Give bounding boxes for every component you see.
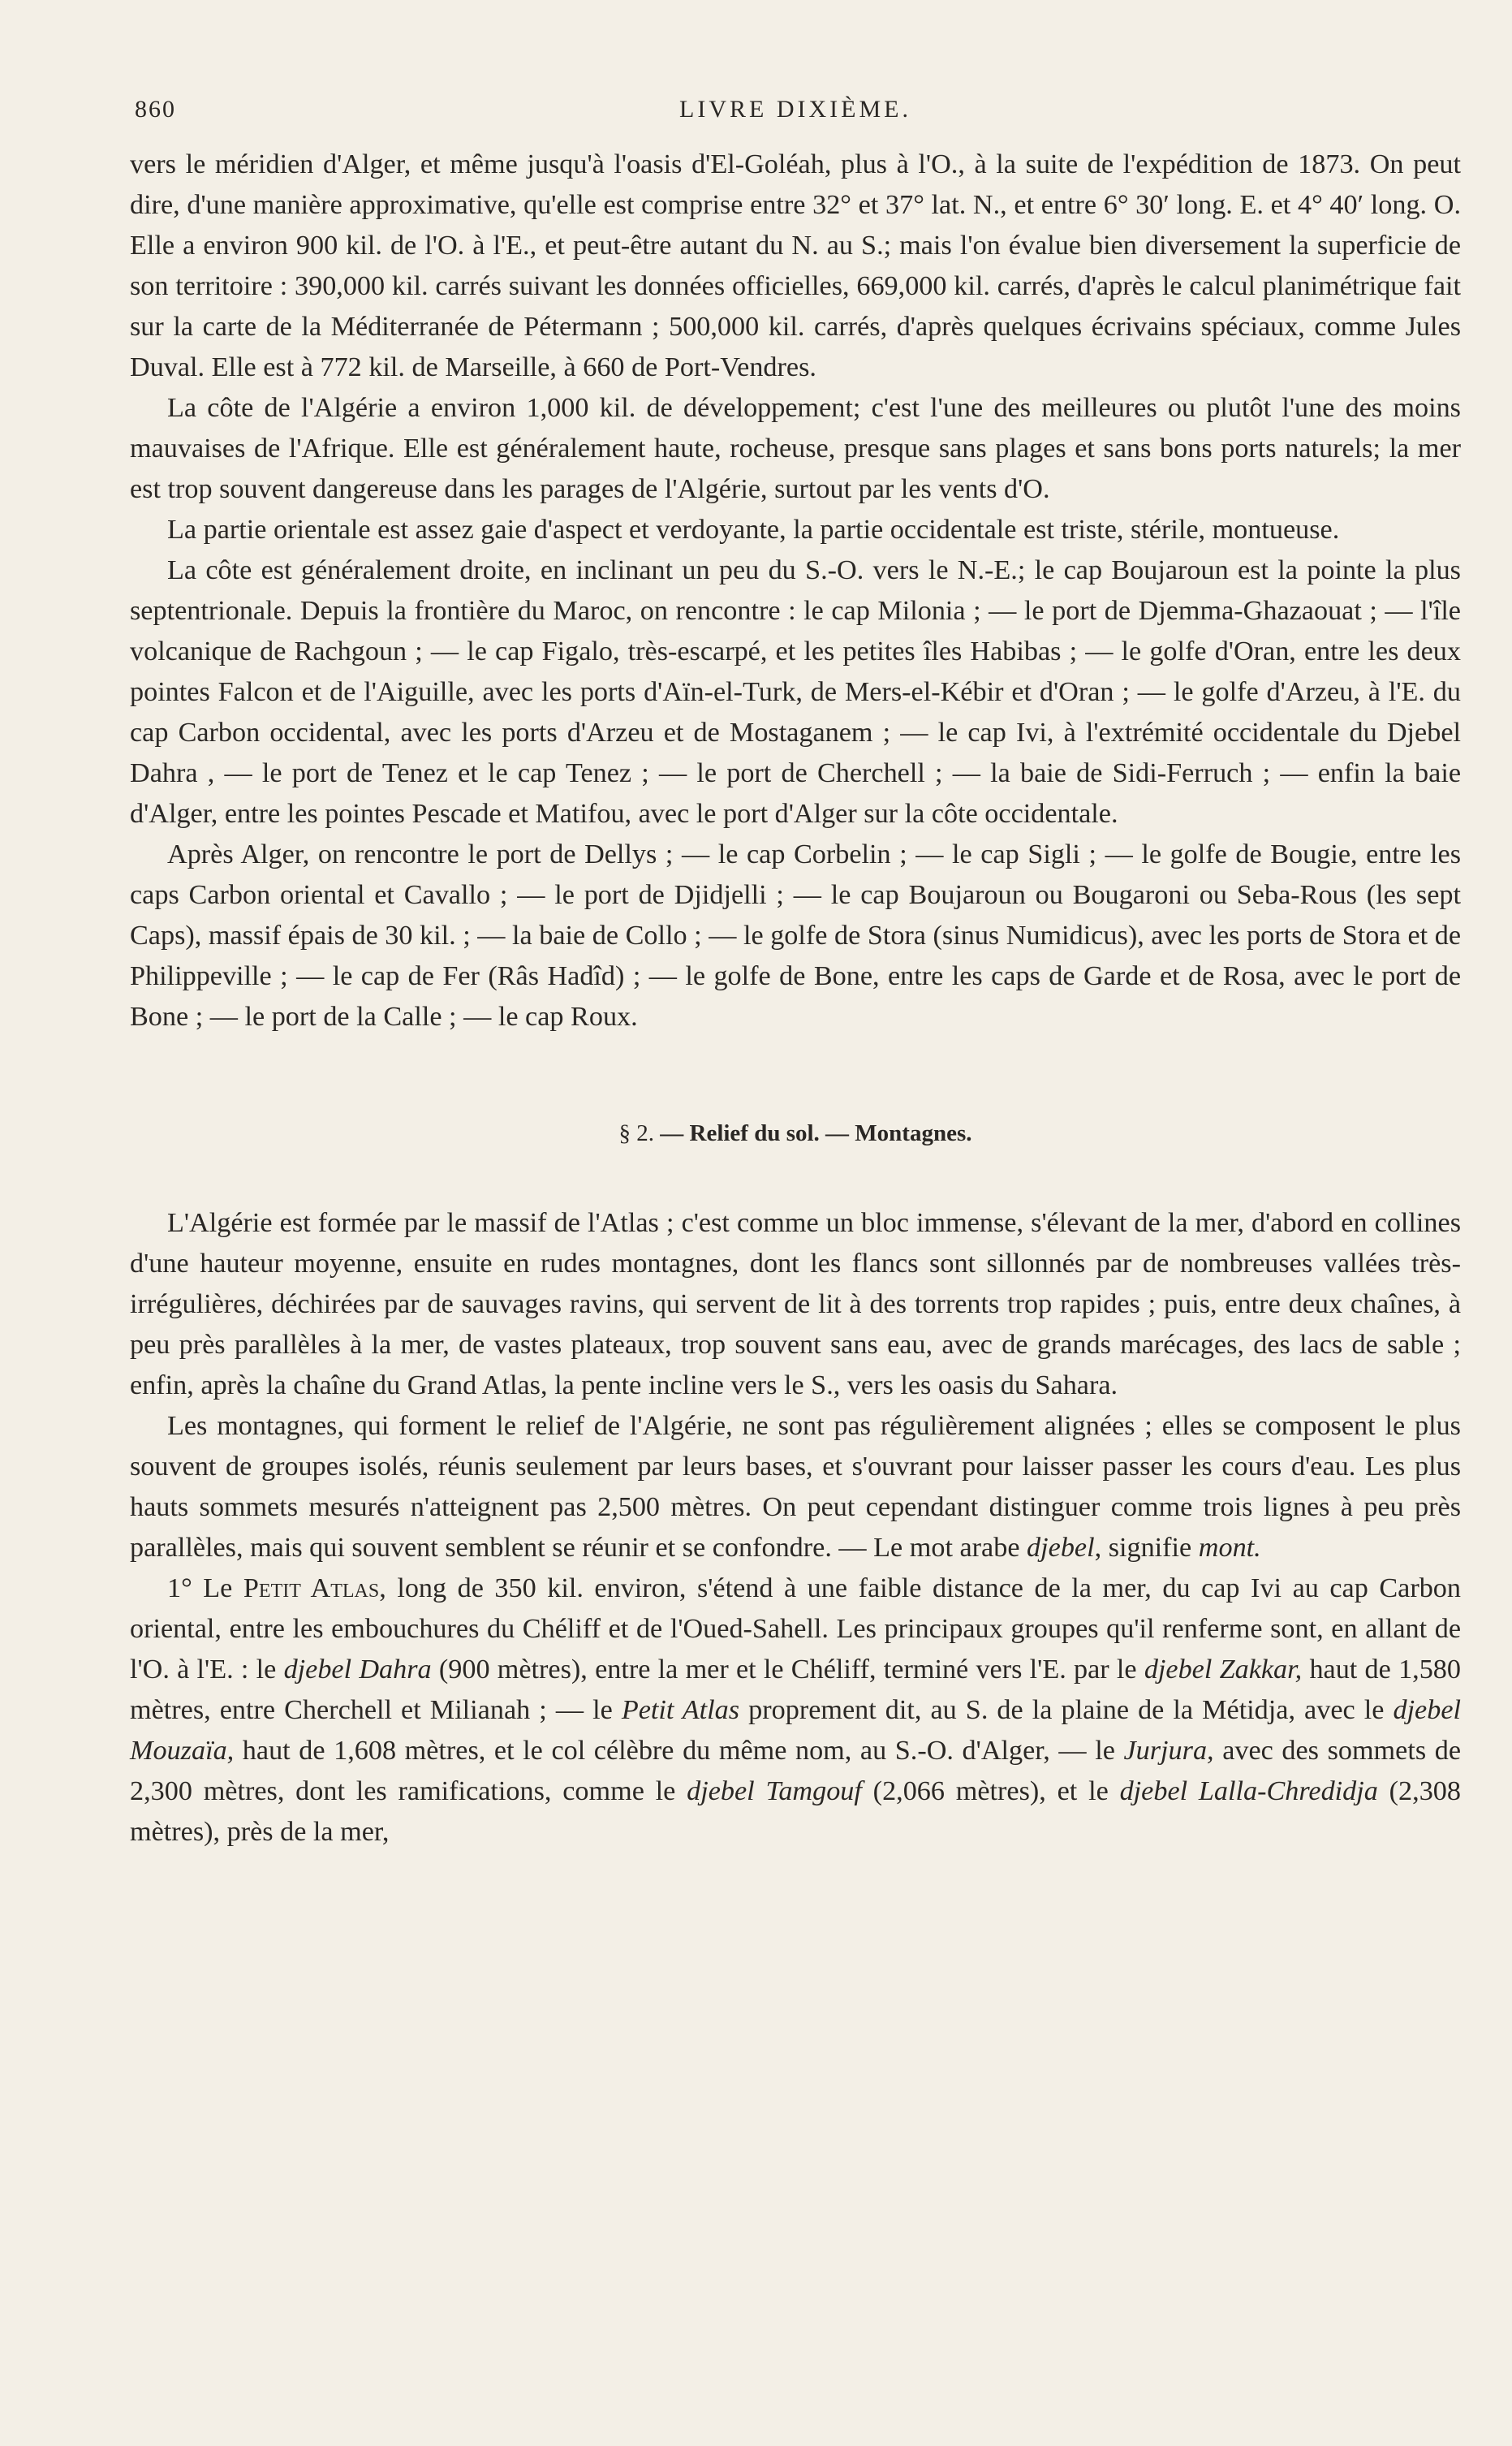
- p8-tamgouf: djebel Tamgouf: [687, 1776, 862, 1806]
- p7-term: djebel: [1027, 1533, 1095, 1563]
- p8-h: (2,308 mètres), près de la mer,: [130, 1776, 1461, 1847]
- p8-dahra: djebel Dahra: [283, 1654, 432, 1685]
- book-page: [130, 96, 1461, 1853]
- p7-mid: , signifie: [1094, 1533, 1199, 1563]
- p8-petit-atlas-italic: Petit Atlas: [621, 1695, 740, 1725]
- p8-jurjura: Jurjura,: [1123, 1736, 1214, 1766]
- section-title-text: — Relief du sol. — Montagnes.: [660, 1120, 972, 1146]
- p8-zakkar: djebel Zakkar,: [1144, 1654, 1303, 1685]
- p8-d: proprement dit, au S. de la plaine de la Métidja, avec le: [739, 1695, 1394, 1725]
- paragraph-5: Après Alger, on rencontre le port de Dellys ; — le cap Corbelin ; — le cap Sigli ; — le golfe de Bougie, entre les caps Carbon oriental et Cavallo ; — le port de Djidjelli ; — le cap Boujaroun ou Bougaroni ou Seba-Rous (les sept Caps), massif épais de 30 kil. ; — la baie de Collo ; — le golfe de Stora (sinus Numidicus), avec les ports de Stora et de Philippeville ; — le cap de Fer (Râs Hadîd) ; — le golfe de Bone, entre les caps de Garde et de Rosa, avec le port de Bone ; — le port de la Calle ; — le cap Roux.: [130, 839, 1461, 1032]
- p8-b: (900 mètres), entre la mer et le Chéliff, terminé vers l'E. par le: [431, 1654, 1144, 1685]
- p8-lalla: djebel Lalla-Chredidja: [1119, 1776, 1378, 1806]
- p7-text: Les montagnes, qui forment le relief de l'Algérie, ne sont pas régulièrement alignées ; elles se composent le plus souvent de groupes isolés, réunis seulement par leurs bases, et s'ouvrant pour laisser passer les cours d'eau. Les plus hauts sommets mesurés n'atteignent pas 2,500 mètres. On peut cependant distinguer comme trois lignes à peu près parallèles, mais qui souvent semblent se réunir et se confondre. — Le mot arabe: [130, 1411, 1461, 1563]
- paragraph-4: La côte est généralement droite, en inclinant un peu du S.-O. vers le N.-E.; le cap Boujaroun est la pointe la plus septentrionale. Depuis la frontière du Maroc, on rencontre : le cap Milonia ; — le port de Djemma-Ghazaouat ; — l'île volcanique de Rachgoun ; — le cap Figalo, très-escarpé, et les petites îles Habibas ; — le golfe d'Oran, entre les deux pointes Falcon et de l'Aiguille, avec les ports d'Aïn-el-Turk, de Mers-el-Kébir et d'Oran ; — le golfe d'Arzeu, à l'E. du cap Carbon occidental, avec les ports d'Arzeu et de Mostaganem ; — le cap Ivi, à l'extrémité occidentale du Djebel Dahra , — le port de Tenez et le cap Tenez ; — le port de Cherchell ; — la baie de Sidi-Ferruch ; — enfin la baie d'Alger, entre les pointes Pescade et Matifou, avec le port d'Alger sur la côte occidentale.: [130, 555, 1461, 829]
- paragraph-2: La côte de l'Algérie a environ 1,000 kil. de développement; c'est l'une des meilleures ou plutôt l'une des moins mauvaises de l'Afrique. Elle est généralement haute, rocheuse, presque sans plages et sans bons ports naturels; la mer est trop souvent dangereuse dans les parages de l'Algérie, surtout par les vents d'O.: [130, 393, 1461, 504]
- section-heading: [130, 1117, 1461, 1150]
- page-header: [130, 96, 1461, 145]
- paragraph-8: [130, 1568, 1461, 1853]
- p8-g: (2,066 mètres), et le: [861, 1776, 1120, 1806]
- p8-petit-atlas: Petit Atlas: [243, 1573, 380, 1603]
- p7-meaning: mont.: [1198, 1533, 1261, 1563]
- section-number: § 2.: [618, 1120, 654, 1146]
- paragraph-6: L'Algérie est formée par le massif de l'Atlas ; c'est comme un bloc immense, s'élevant de la mer, d'abord en collines d'une hauteur moyenne, ensuite en rudes montagnes, dont les flancs sont sillonnés par de nombreuses vallées très-irrégulières, déchirées par de sauvages ravins, qui servent de lit à des torrents trop rapides ; puis, entre deux chaînes, à peu près parallèles à la mer, de vastes plateaux, trop souvent sans eau, avec de grands marécages, des lacs de sable ; enfin, après la chaîne du Grand Atlas, la pente incline vers le S., vers les oasis du Sahara.: [130, 1208, 1461, 1400]
- running-title: LIVRE DIXIÈME.: [679, 96, 911, 123]
- paragraph-3: La partie orientale est assez gaie d'aspect et verdoyante, la partie occidentale est triste, stérile, montueuse.: [167, 515, 1340, 545]
- p8-e: haut de 1,608 mètres, et le col célèbre du même nom, au S.-O. d'Alger, — le: [234, 1736, 1124, 1766]
- paragraph-1: vers le méridien d'Alger, et même jusqu'à l'oasis d'El-Goléah, plus à l'O., à la suite de l'expédition de 1873. On peut dire, d'une manière approximative, qu'elle est comprise entre 32° et 37° lat. N., et entre 6° 30′ long. E. et 4° 40′ long. O. Elle a environ 900 kil. de l'O. à l'E., et peut-être autant du N. au S.; mais l'on évalue bien diversement la superficie de son territoire : 390,000 kil. carrés suivant les données officielles, 669,000 kil. carrés, d'après le calcul planimétrique fait sur la carte de la Méditerranée de Pétermann ; 500,000 kil. carrés, d'après quelques écrivains spéciaux, comme Jules Duval. Elle est à 772 kil. de Marseille, à 660 de Port-Vendres.: [130, 149, 1461, 382]
- page-number: 860: [135, 96, 176, 123]
- p8-f: avec des sommets de 2,300 mètres, dont les ramifications, comme le: [130, 1736, 1461, 1806]
- p8-num: 1° Le: [167, 1573, 243, 1603]
- p8-a: , long de 350 kil. environ, s'étend à une faible distance de la mer, du cap Ivi au cap Carbon oriental, entre les embouchures du Chéliff et de l'Oued-Sahell. Les principaux groupes qu'il renferme sont, en allant de l'O. à l'E. : le: [130, 1573, 1461, 1685]
- p8-c: haut de 1,580 mètres, entre Cherchell et Milianah ; — le: [130, 1654, 1461, 1725]
- p8-mouzaia: djebel Mouzaïa,: [130, 1695, 1462, 1766]
- paragraph-7: [130, 1406, 1461, 1568]
